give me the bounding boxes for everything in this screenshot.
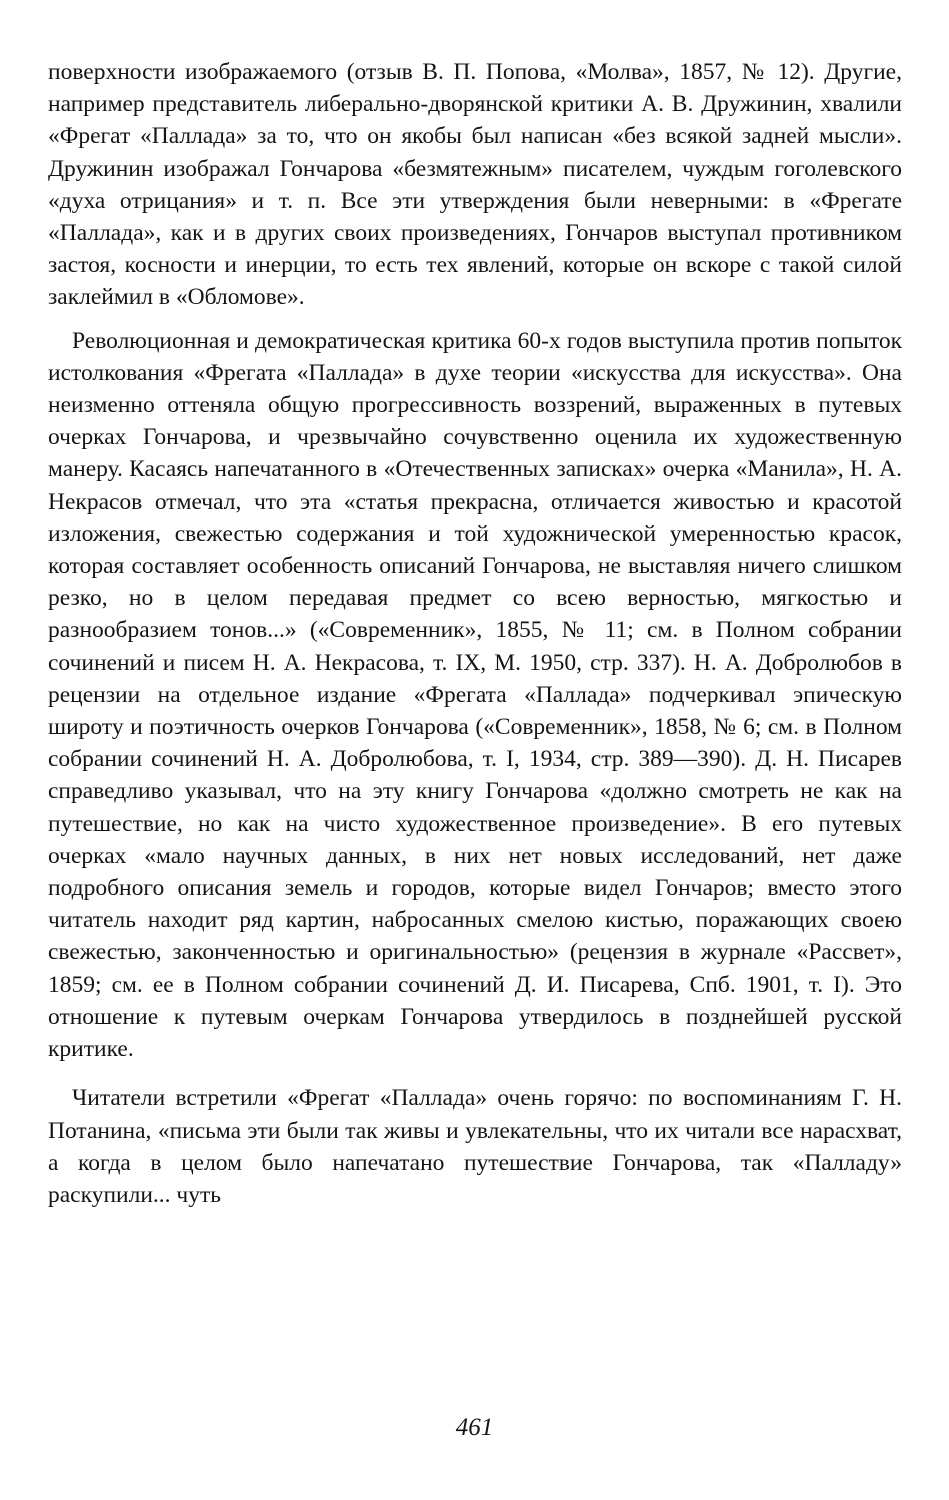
paragraph-readers: Читатели встретили «Фрегат «Паллада» очень горячо: по воспоминаниям Г. Н. Потанина, «письма эти были так живы и увлекательны, что их читали все нарасхват, а когда в целом было напечатано путешествие Гончарова, так «Палладу» раскупили... чуть — [48, 1085, 902, 1208]
page-number: 461 — [455, 1414, 494, 1441]
paragraph-critique: Революционная и демократическая критика 60-х годов выступила против попыток истолкования «Фрегата «Паллада» в духе теории «искусства для искусства». Она неизменно оттеняла общую прогрессивность воззрений, выраженных в путевых очерках Гончарова, и чрезвычайно сочувственно оценила их художественную манеру. Касаясь напечатанного в «Отечественных записках» очерка «Манила», Н. А. Некрасов отмечал, что эта «статья прекрасна, отличается живостью и красотой изложения, свежестью содержания и той художнической умеренностью красок, которая составляет особенность описаний Гончарова, не выставляя ничего слишком резко, но в целом передавая предмет со всею верностью, мягкостью и разнообразием тонов...» («Современник», 1855, № 11; см. в Полном собрании сочинений и писем Н. А. Некрасова, т. IX, М. 1950, стр. 337). Н. А. Добролюбов в рецензии на отдельное издание «Фрегата «Паллада» подчеркивал эпическую широту и поэтичность очерков Гончарова («Современник», 1858, № 6; см. в Полном собрании сочинений Н. А. Добролюбова, т. I, 1934, стр. 389—390). Д. Н. Писарев справедливо указывал, что на эту книгу Гончарова «должно смотреть не как на путешествие, но как на чисто художественное произведение». В его путевых очерках «мало научных данных, в них нет новых исследований, нет даже подробного описания земель и городов, которые видел Гончаров; вместо этого читатель находит ряд картин, набросанных смелою кистью, поражающих своею свежестью, законченностью и оригинальностью» (рецензия в журнале «Рассвет», 1859; см. ее в Полном собрании сочинений Д. И. Писарева, Спб. 1901, т. I). Это отношение к путевым очеркам Гончарова утвердилось в позднейшей русской критике. — [48, 327, 902, 1063]
page-body — [48, 56, 902, 1211]
paragraph-continuation: поверхности изображаемого (отзыв В. П. Попова, «Молва», 1857, № 12). Другие, например представитель либерально-дворянской критики А. В. Дружинин, хвалили «Фрегат «Паллада» за то, что он якобы был написан «без всякой задней мысли». Дружинин изображал Гончарова «безмятежным» писателем, чуждым гоголевского «духа отрицания» и т. п. Все эти утверждения были неверными: в «Фрегате «Паллада», как и в других своих произведениях, Гончаров выступал противником застоя, косности и инерции, то есть тех явлений, которые он вскоре с такой силой заклеймил в «Обломове». — [48, 59, 902, 311]
